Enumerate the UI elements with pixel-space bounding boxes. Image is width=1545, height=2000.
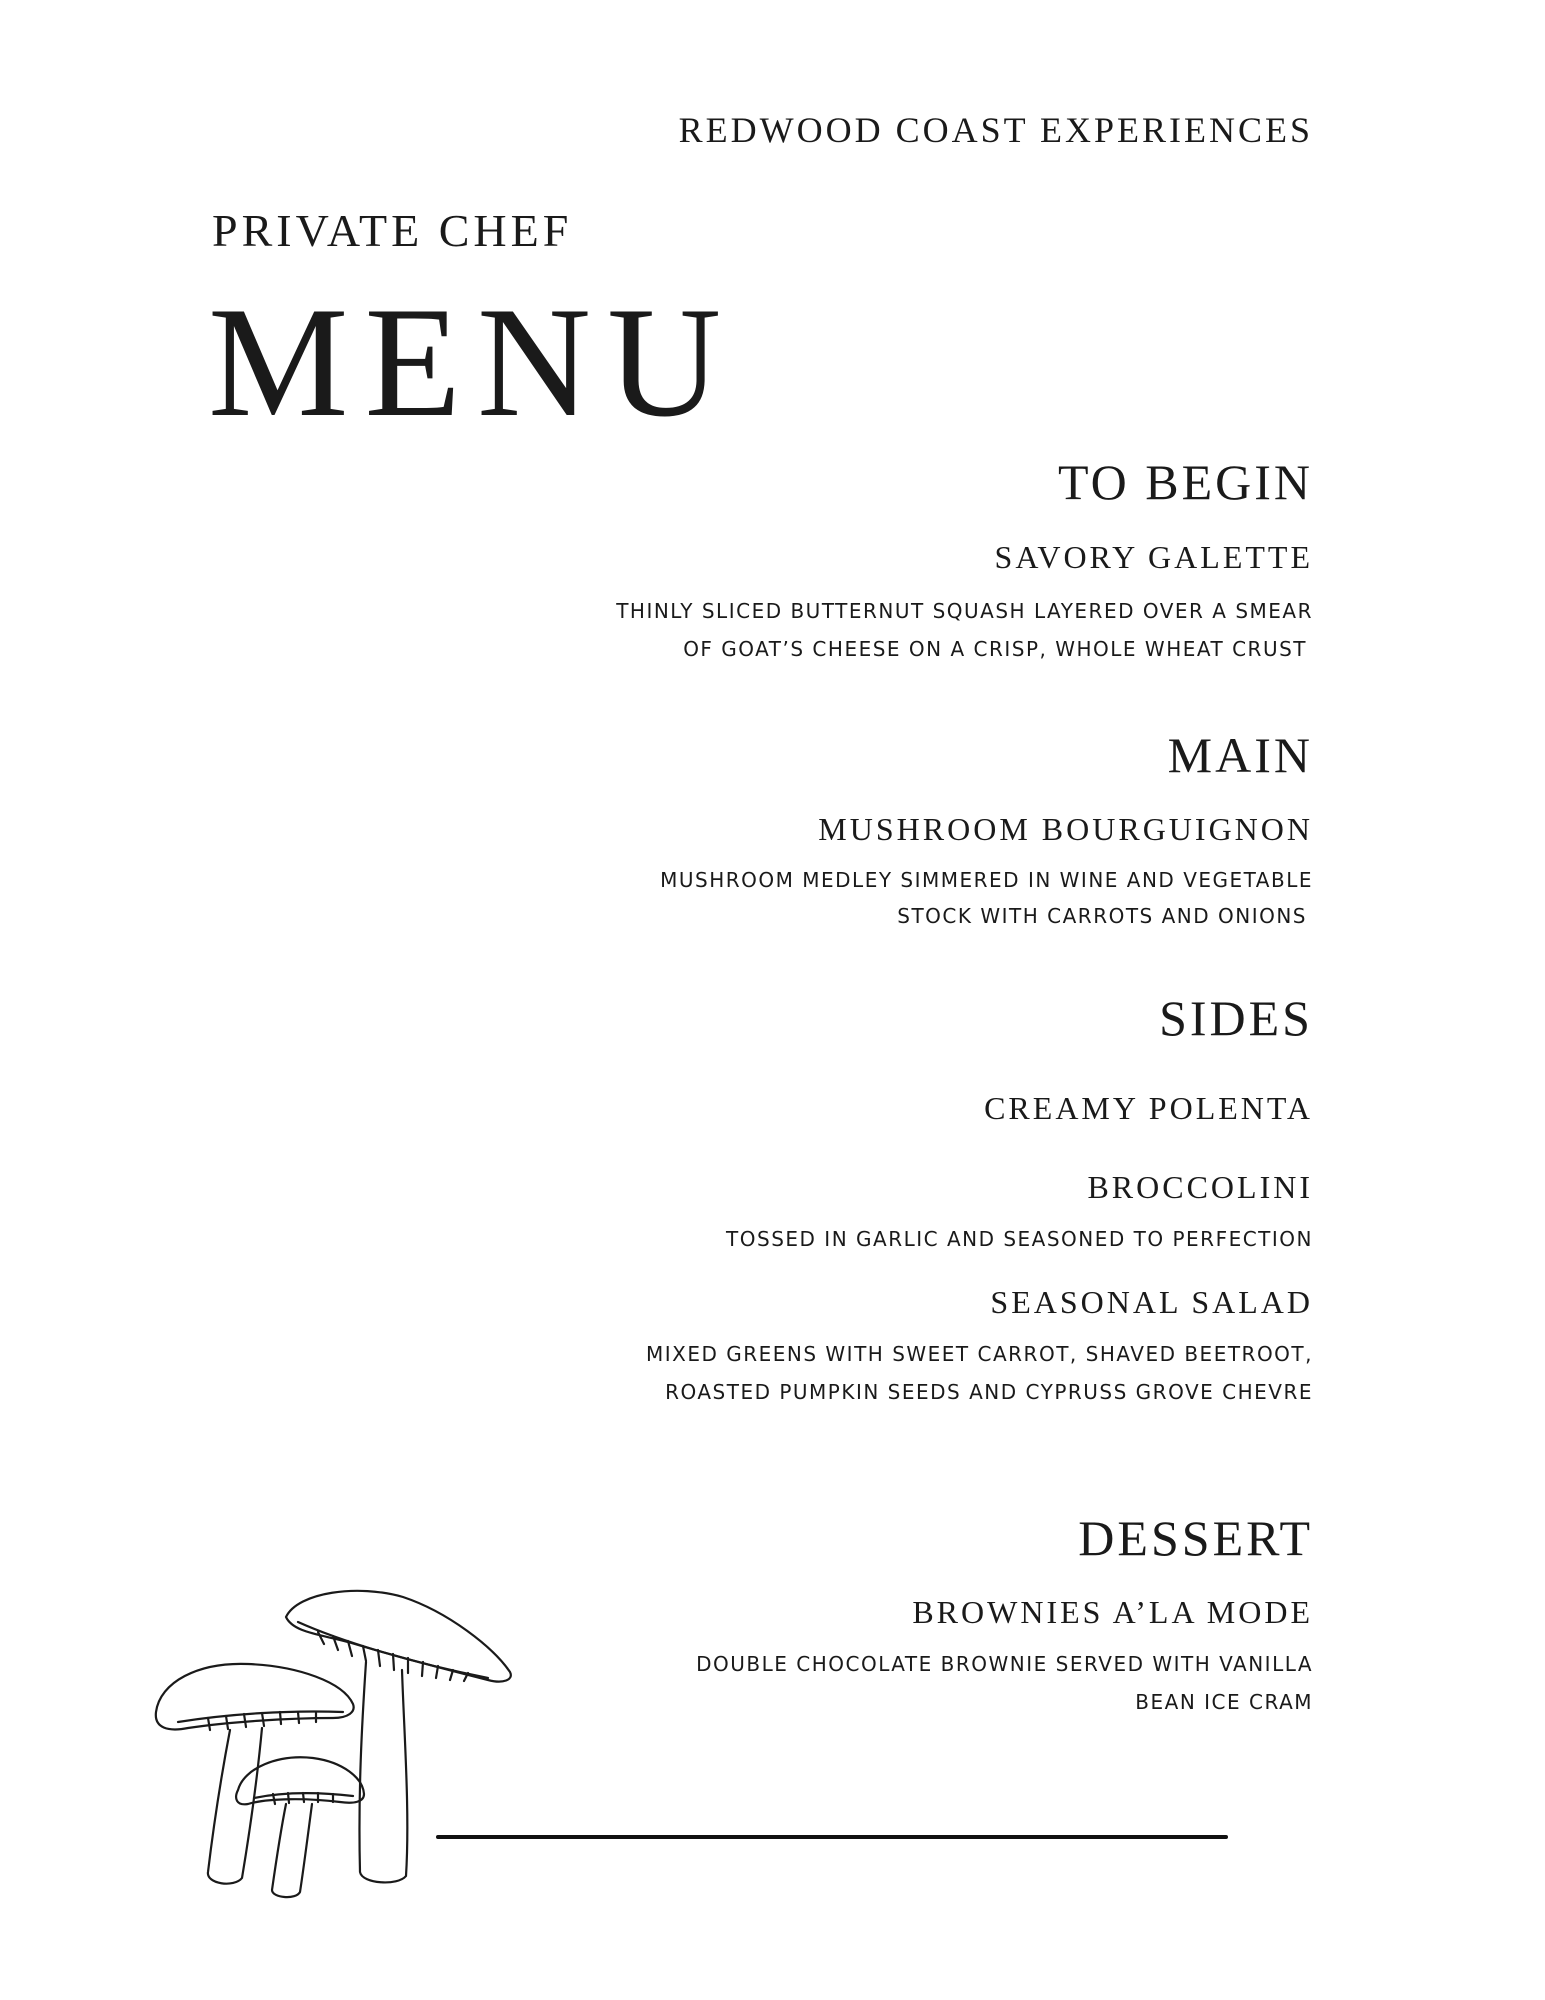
description-line: MIXED GREENS WITH SWEET CARROT, SHAVED BEETROOT, <box>645 1342 1313 1366</box>
dish-description-seasonal-salad <box>646 1335 1313 1411</box>
section-heading-main: MAIN <box>1167 727 1313 783</box>
dish-name-mushroom-bourguignon: MUSHROOM BOURGUIGNON <box>818 811 1313 847</box>
dish-name-brownies-a-la-mode: BROWNIES A’LA MODE <box>912 1594 1313 1630</box>
description-line: DOUBLE CHOCOLATE BROWNIE SERVED WITH VANILLA <box>696 1652 1313 1676</box>
dish-description-brownies-a-la-mode <box>696 1645 1313 1721</box>
description-line: ROASTED PUMPKIN SEEDS AND CYPRUSS GROVE CHEVRE <box>665 1380 1313 1404</box>
mushrooms-illustration-icon <box>148 1572 528 1902</box>
dish-name-savory-galette: SAVORY GALETTE <box>994 539 1313 575</box>
description-line: THINLY SLICED BUTTERNUT SQUASH LAYERED OVER A SMEAR <box>616 599 1313 623</box>
menu-title: MENU <box>208 275 738 450</box>
description-line: STOCK WITH CARROTS AND ONIONS <box>897 904 1307 928</box>
dish-description-savory-galette <box>616 592 1313 668</box>
description-line: OF GOAT’S CHEESE ON A CRISP, WHOLE WHEAT CRUST <box>683 637 1307 661</box>
brand-name: REDWOOD COAST EXPERIENCES <box>678 110 1313 150</box>
description-line: TOSSED IN GARLIC AND SEASONED TO PERFECTION <box>726 1227 1313 1251</box>
section-heading-sides: SIDES <box>1159 990 1313 1046</box>
section-heading-dessert: DESSERT <box>1078 1510 1313 1566</box>
dish-name-creamy-polenta: CREAMY POLENTA <box>984 1090 1313 1126</box>
description-line: BEAN ICE CRAM <box>1135 1690 1313 1714</box>
description-line: MUSHROOM MEDLEY SIMMERED IN WINE AND VEGETABLE <box>660 868 1313 892</box>
dish-name-seasonal-salad: SEASONAL SALAD <box>990 1284 1313 1320</box>
dish-description-broccolini <box>726 1220 1313 1258</box>
dish-description-mushroom-bourguignon <box>660 862 1313 934</box>
section-heading-to-begin: TO BEGIN <box>1057 454 1313 510</box>
menu-kicker: PRIVATE CHEF <box>212 205 573 256</box>
footer-divider <box>436 1835 1228 1839</box>
dish-name-broccolini: BROCCOLINI <box>1087 1169 1313 1205</box>
